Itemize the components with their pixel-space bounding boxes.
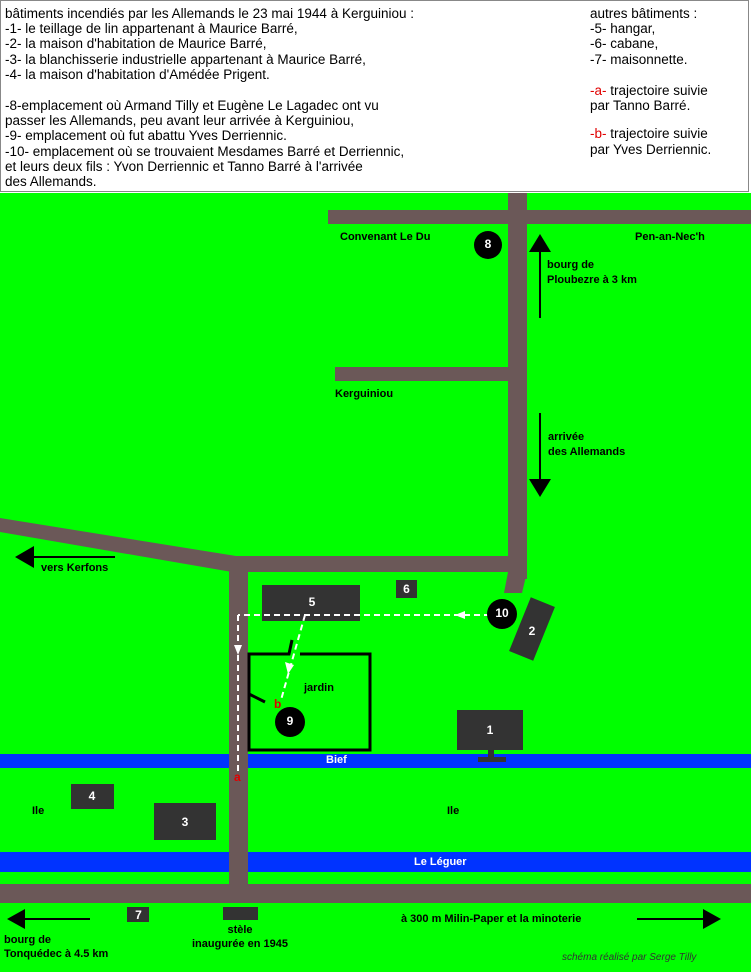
leguer-river [0,852,751,872]
road-main-vertical [508,193,527,579]
label-arrivee-2: des Allemands [548,446,626,458]
building-2-label: 2 [528,624,536,638]
label-leguer: Le Léguer [414,856,467,868]
road-kerguiniou [335,367,510,381]
legend-other-7: -7- maisonnette. [590,52,688,67]
label-arrivee-1: arrivée [548,431,585,443]
legend-traj-b-line2: par Yves Derriennic. [590,142,712,157]
legend-traj-b-text: trajectoire suivie [606,126,708,141]
label-pen-an-nech: Pen-an-Nec'h [635,231,705,243]
legend-item-9: -9- emplacement où fut abattu Yves Derriennic. [5,128,287,143]
stele-marker [223,907,258,920]
label-convenant: Convenant Le Du [340,231,431,243]
label-stele-1: stèle [227,924,253,936]
credit-line: schéma réalisé par Serge Tilly [562,952,697,963]
legend-item-1: -1- le teillage de lin appartenant à Maurice Barré, [5,21,298,36]
label-kerguiniou: Kerguiniou [335,388,394,400]
label-tonquedec-2: Tonquédec à 4.5 km [4,948,109,960]
legend-title: bâtiments incendiés par les Allemands le 23 mai 1944 à Kerguiniou : [5,6,414,21]
legend-item-4: -4- la maison d'habitation d'Amédée Prigent. [5,67,270,82]
label-kerfons: vers Kerfons [41,562,109,574]
legend-other-5: -5- hangar, [590,21,656,36]
leguer-bridge [229,852,248,872]
label-ploubezre-1: bourg de [547,259,595,271]
legend-item-10-line3: des Allemands. [5,174,97,189]
label-jardin: jardin [304,682,334,694]
building-6-label: 6 [403,582,410,596]
label-bief: Bief [326,754,347,766]
legend-item-10-line1: -10- emplacement où se trouvaient Mesdames Barré et Derriennic, [5,144,405,159]
legend-traj-b-letter: -b- [590,126,607,141]
legend-other-6: -6- cabane, [590,36,659,51]
legend-item-2: -2- la maison d'habitation de Maurice Barré, [5,36,267,51]
building-4-label: 4 [88,789,96,803]
label-ile-left: Ile [32,805,45,817]
legend-traj-a-line2: par Tanno Barré. [590,98,691,113]
marker-10-label: 10 [495,606,509,620]
road-bottom [0,884,751,903]
legend-other-title: autres bâtiments : [590,6,698,21]
trajectory-a-label: a [234,770,241,784]
legend-item-8-line1: -8-emplacement où Armand Tilly et Eugène Le Lagadec ont vu [5,98,379,113]
label-stele-2: inaugurée en 1945 [192,938,288,950]
bief-canal [0,754,751,768]
marker-9-label: 9 [286,714,294,728]
building-3-label: 3 [181,815,189,829]
trajectory-b-label: b [274,697,282,711]
building-5-label: 5 [308,595,316,609]
legend-item-10-line2: et leurs deux fils : Yvon Derriennic et Tanno Barré à l'arrivée [5,159,363,174]
label-tonquedec-1: bourg de [4,934,52,946]
building-1-sluice-post [488,750,494,758]
label-ile-right: Ile [447,805,460,817]
legend-item-3: -3- la blanchisserie industrielle appartenant à Maurice Barré, [5,52,366,67]
marker-8-label: 8 [484,237,492,251]
label-ploubezre-2: Ploubezre à 3 km [547,274,637,286]
legend-traj-a-letter: -a- [590,83,607,98]
building-7-label: 7 [135,908,142,922]
label-milin-paper: à 300 m Milin-Paper et la minoterie [401,913,582,925]
building-1-label: 1 [486,723,494,737]
legend-item-8-line2: passer les Allemands, peu avant leur arrivée à Kerguiniou, [5,113,354,128]
road-top [328,210,751,224]
legend-traj-a-text: trajectoire suivie [606,83,708,98]
